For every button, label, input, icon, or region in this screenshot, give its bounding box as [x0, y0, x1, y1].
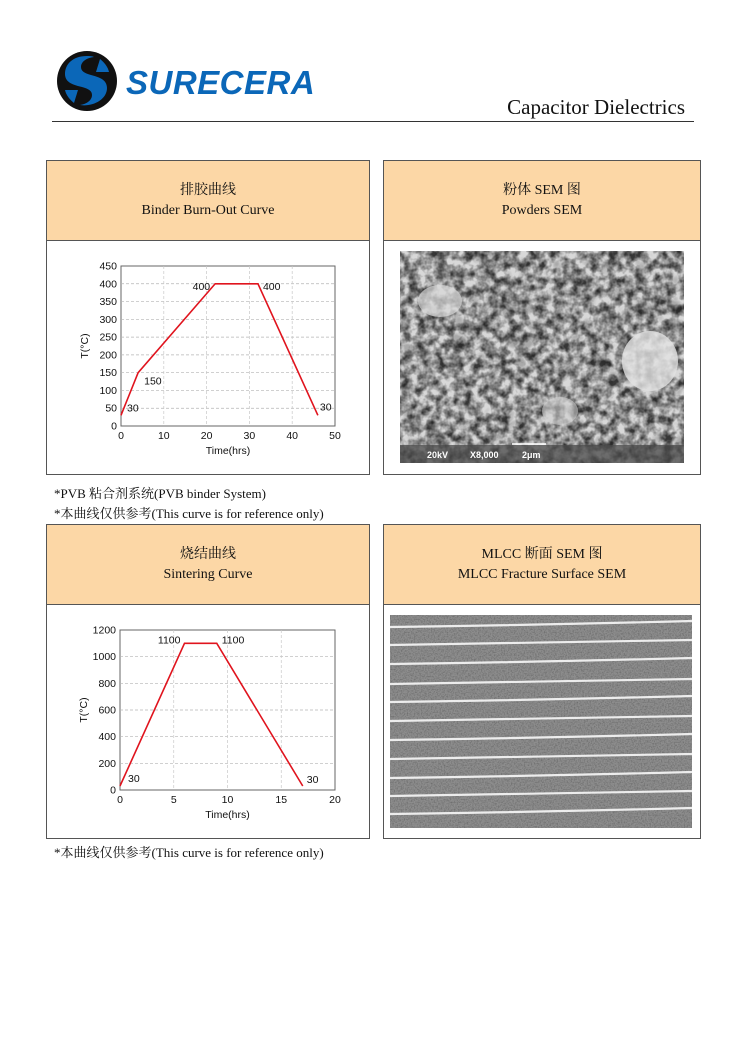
powders-title-en: Powders SEM — [501, 202, 583, 218]
sem-voltage-label: 20kV — [427, 450, 449, 460]
binder-title-en: Binder Burn-Out Curve — [141, 202, 275, 218]
powders-sem-panel — [383, 160, 701, 475]
sintering-panel-header — [47, 525, 369, 605]
powders-title-cn: 粉体 SEM 图 — [503, 182, 581, 198]
x-tick-label: 0 — [117, 794, 123, 806]
y-axis-label: T(°C) — [79, 333, 91, 359]
sintering-chart — [47, 605, 369, 838]
y-tick-label: 600 — [98, 704, 116, 717]
y-tick-label: 1200 — [92, 624, 116, 637]
data-point-label: 400 — [262, 280, 281, 293]
binder-curve-panel — [46, 160, 370, 475]
sintering-title-en: Sintering Curve — [163, 566, 253, 582]
mlcc-title-cn: MLCC 断面 SEM 图 — [481, 546, 603, 562]
x-tick-label: 10 — [157, 430, 170, 442]
y-tick-label: 100 — [99, 384, 117, 397]
y-tick-label: 200 — [98, 757, 116, 770]
y-tick-label: 200 — [99, 349, 117, 362]
sem-magnification-label: X8,000 — [470, 450, 499, 460]
y-tick-label: 450 — [99, 260, 117, 273]
data-point-label: 1100 — [157, 634, 181, 647]
binder-burnout-chart — [47, 241, 369, 474]
powders-panel-header — [384, 161, 700, 241]
powders-sem-image — [400, 251, 684, 463]
y-tick-label: 0 — [111, 420, 117, 433]
binder-title-cn: 排胶曲线 — [180, 182, 236, 198]
y-tick-label: 300 — [99, 313, 117, 326]
x-tick-label: 15 — [275, 794, 288, 806]
mlcc-title-en: MLCC Fracture Surface SEM — [457, 566, 627, 582]
x-tick-label: 0 — [118, 430, 124, 442]
y-tick-label: 400 — [98, 731, 116, 744]
sintering-curve-panel — [46, 524, 370, 839]
data-point-label: 30 — [306, 774, 319, 786]
y-tick-label: 1000 — [92, 651, 116, 664]
reference-note-2: *本曲线仅供参考(This curve is for reference only) — [54, 845, 324, 860]
x-tick-label: 30 — [243, 430, 256, 442]
reference-note-1: *本曲线仅供参考(This curve is for reference only) — [54, 506, 324, 521]
x-axis-label: Time(hrs) — [205, 809, 250, 821]
y-tick-label: 250 — [99, 331, 117, 344]
sintering-title-cn: 烧结曲线 — [180, 546, 236, 562]
y-tick-label: 800 — [98, 677, 116, 690]
sem-scale-label: 2μm — [522, 450, 541, 460]
mlcc-sem-panel — [383, 524, 701, 839]
y-tick-label: 350 — [99, 296, 117, 309]
y-tick-label: 0 — [110, 784, 116, 797]
data-point-label: 1100 — [221, 634, 245, 647]
x-tick-label: 20 — [329, 794, 341, 806]
surecera-logo-icon — [56, 50, 118, 112]
binder-system-note: *PVB 粘合剂系统(PVB binder System) — [54, 486, 266, 501]
y-tick-label: 400 — [99, 278, 117, 291]
x-axis-label: Time(hrs) — [205, 445, 251, 457]
y-tick-label: 50 — [105, 402, 117, 415]
document-title: Capacitor Dielectrics — [507, 95, 685, 119]
x-tick-label: 10 — [221, 794, 234, 806]
binder-panel-header — [47, 161, 369, 241]
header-divider — [52, 121, 694, 122]
data-point-label: 30 — [128, 773, 140, 785]
x-tick-label: 50 — [329, 430, 341, 442]
mlcc-fracture-sem-image — [390, 615, 692, 828]
data-point-label: 30 — [319, 401, 332, 414]
x-tick-label: 40 — [286, 430, 299, 442]
data-point-label: 400 — [192, 280, 211, 293]
data-point-label: 150 — [144, 375, 162, 388]
mlcc-panel-header — [384, 525, 700, 605]
plot-area — [121, 266, 335, 426]
data-point-label: 30 — [127, 402, 139, 415]
y-tick-label: 150 — [99, 367, 117, 380]
y-axis-label: T(°C) — [78, 697, 90, 723]
x-tick-label: 5 — [170, 794, 177, 806]
x-tick-label: 20 — [200, 430, 213, 442]
brand-name: SURECERA — [126, 64, 316, 101]
